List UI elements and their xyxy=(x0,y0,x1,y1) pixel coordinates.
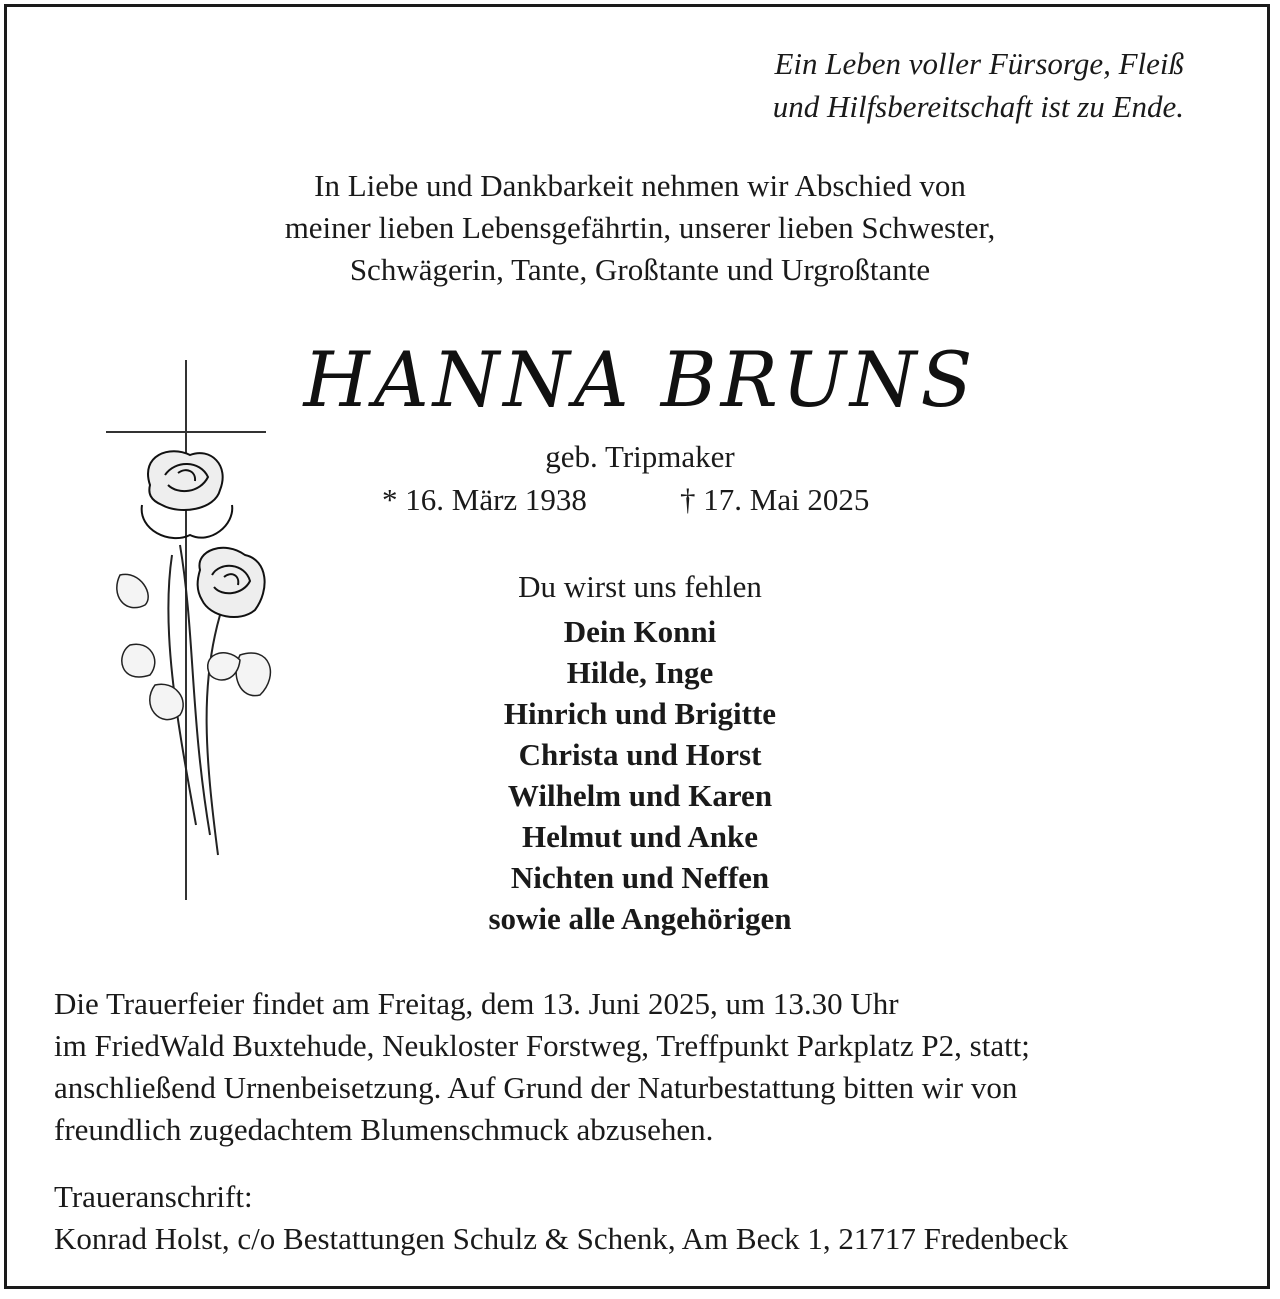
motto xyxy=(773,42,1184,128)
funeral-line: Die Trauerfeier findet am Freitag, dem 13. Juni 2025, um 13.30 Uhr xyxy=(54,986,899,1021)
intro-line: In Liebe und Dankbarkeit nehmen wir Abschied von xyxy=(314,168,966,203)
mourner: Nichten und Neffen xyxy=(510,860,770,895)
maiden-name: geb. Tripmaker xyxy=(545,439,735,474)
motto-line: und Hilfsbereitschaft ist zu Ende. xyxy=(772,89,1184,124)
mourner: Christa und Horst xyxy=(518,737,762,772)
motto-line: Ein Leben voller Fürsorge, Fleiß xyxy=(774,46,1184,81)
funeral-line: im FriedWald Buxtehude, Neukloster Forstweg, Treffpunkt Parkplatz P2, statt; xyxy=(54,1028,1030,1063)
death-date: † 17. Mai 2025 xyxy=(680,482,870,517)
mourner: Hilde, Inge xyxy=(566,655,714,690)
intro-line: Schwägerin, Tante, Großtante und Urgroßtante xyxy=(349,252,931,287)
funeral-info xyxy=(54,983,1030,1151)
deceased-name: HANNA BRUNS xyxy=(303,335,977,424)
intro-line: meiner lieben Lebensgefährtin, unserer lieben Schwester, xyxy=(284,210,996,245)
mourner: Helmut und Anke xyxy=(521,819,758,854)
address-label: Traueranschrift: xyxy=(54,1179,253,1214)
birth-date: * 16. März 1938 xyxy=(382,482,587,517)
mourner: Hinrich und Brigitte xyxy=(503,696,777,731)
farewell-line: Du wirst uns fehlen xyxy=(518,569,762,604)
mourner: sowie alle Angehörigen xyxy=(488,901,792,936)
mourners-list xyxy=(0,611,1280,939)
funeral-line: freundlich zugedachtem Blumenschmuck abzusehen. xyxy=(54,1112,714,1147)
address-text: Konrad Holst, c/o Bestattungen Schulz & Schenk, Am Beck 1, 21717 Fredenbeck xyxy=(54,1221,1069,1256)
mourning-address xyxy=(54,1176,1068,1260)
mourner: Dein Konni xyxy=(563,614,717,649)
funeral-line: anschließend Urnenbeisetzung. Auf Grund der Naturbestattung bitten wir von xyxy=(54,1070,1018,1105)
intro-text xyxy=(0,165,1280,291)
mourner: Wilhelm und Karen xyxy=(507,778,773,813)
